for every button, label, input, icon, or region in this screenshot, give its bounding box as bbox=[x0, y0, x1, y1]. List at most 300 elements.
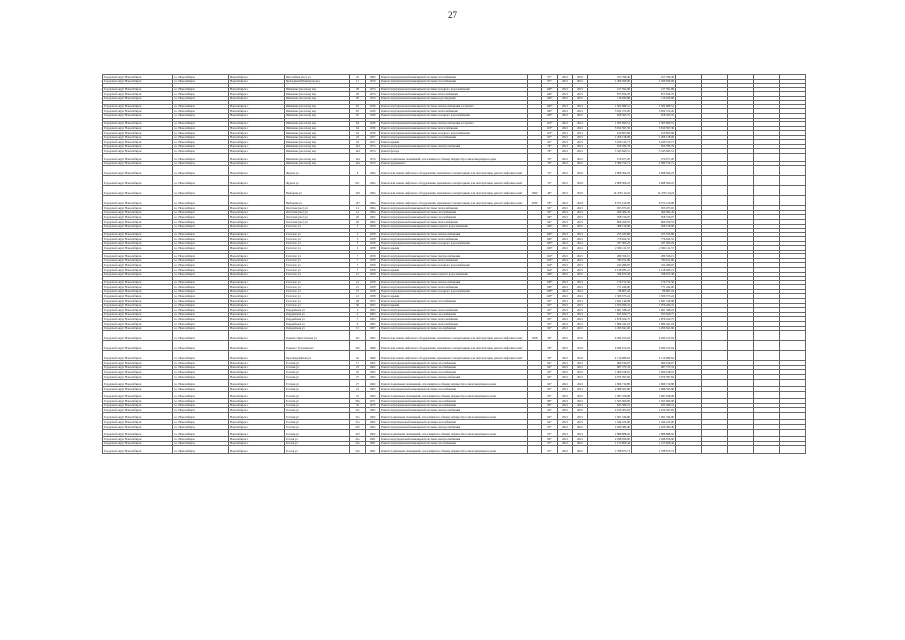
cell-street: Шевченко (поселок) пер bbox=[285, 131, 350, 136]
cell-cost-total: 953 975,65 bbox=[632, 206, 676, 211]
cell-cost-total: 1 861 348,24 bbox=[632, 308, 676, 313]
cell-municipality: Городской округ Новосибирск bbox=[103, 429, 173, 437]
cell-street: Гастелло ул bbox=[285, 280, 350, 285]
cell-cost: 1 369 560,06 bbox=[588, 79, 632, 84]
cell-year-start: 2021 bbox=[558, 412, 573, 420]
cell-cost: 1 302 689,51 bbox=[588, 104, 632, 109]
cell-year: 1974 bbox=[366, 149, 380, 154]
cell-cost: 658 565,55 bbox=[588, 113, 632, 118]
cell-year-start: 2021 bbox=[558, 232, 573, 237]
cell-blank-c bbox=[728, 391, 754, 399]
cell-year: 1964 bbox=[366, 206, 380, 211]
cell-house: 31а bbox=[350, 408, 366, 413]
cell-cost: 192 286,87 bbox=[588, 263, 632, 268]
cell-cost: 1 009 228,10 bbox=[588, 370, 632, 375]
cell-cost: 650 785,79 bbox=[588, 144, 632, 149]
cell-work-type: Ремонт внутридомовой инженерной системы холодного водоснабжения bbox=[380, 113, 528, 118]
cell-year-end: 2021 bbox=[573, 370, 588, 375]
cell-street: Шоссейная (пос) ул bbox=[285, 75, 350, 80]
cell-year-end: 2021 bbox=[573, 294, 588, 299]
cell-settlement: Новосибирск г bbox=[229, 294, 285, 299]
cell-year: 1970 bbox=[366, 79, 380, 84]
cell-year: 1962 bbox=[366, 215, 380, 220]
cell-street: Гастелло ул bbox=[285, 272, 350, 277]
cell-district: г.о. Новосибирск bbox=[173, 429, 229, 437]
cell-work-type: Ремонт внутридомовой инженерной системы холодного водоснабжения bbox=[380, 87, 528, 92]
cell-cost: 469 382,45 bbox=[588, 210, 632, 215]
cell-blank-b bbox=[702, 176, 728, 186]
cell-cost-total: 987 573,33 bbox=[632, 365, 676, 370]
cell-street: Шевченко (поселок) пер bbox=[285, 109, 350, 114]
cell-settlement: Новосибирск г bbox=[229, 96, 285, 101]
cell-work-type: Ремонт внутридомовой инженерной системы газоснабжения bbox=[380, 210, 528, 215]
cell-wear: 93* bbox=[542, 391, 558, 399]
cell-wear: 106* bbox=[542, 87, 558, 92]
cell-blank-a bbox=[676, 412, 702, 420]
cell-year-end: 2021 bbox=[573, 399, 588, 404]
cell-year-start: 2021 bbox=[558, 331, 573, 341]
cell-wear: 94* bbox=[542, 206, 558, 211]
cell-blank-c bbox=[728, 341, 754, 351]
cell-cost: 2 948 956,90 bbox=[588, 437, 632, 442]
cell-year-start: 2021 bbox=[558, 75, 573, 80]
cell-house: 27 bbox=[350, 374, 366, 379]
cell-district: г.о. Новосибирск bbox=[173, 412, 229, 420]
cell-work-type: Ремонт внутридомовой инженерной системы электроснабжения и горячего bbox=[380, 121, 528, 126]
cell-extra bbox=[528, 176, 542, 186]
cell-year-end: 2023 bbox=[573, 186, 588, 196]
cell-municipality: Городской округ Новосибирск bbox=[103, 154, 173, 162]
cell-blank-d bbox=[754, 341, 780, 351]
cell-district: г.о. Новосибирск bbox=[173, 361, 229, 366]
cell-settlement: Новосибирск г bbox=[229, 399, 285, 404]
cell-district: г.о. Новосибирск bbox=[173, 232, 229, 237]
cell-street: Готская ул bbox=[285, 403, 350, 408]
cell-year: 1994 bbox=[366, 176, 380, 186]
cell-municipality: Городской округ Новосибирск bbox=[103, 317, 173, 322]
cell-work-type: Ремонт внутридомовой инженерной системы теплоснабжения bbox=[380, 285, 528, 290]
table-row bbox=[103, 379, 806, 387]
cell-year: 1961 bbox=[366, 446, 380, 454]
cell-district: г.о. Новосибирск bbox=[173, 186, 229, 196]
cell-settlement: Новосибирск г bbox=[229, 215, 285, 220]
cell-blank-a bbox=[676, 429, 702, 437]
cell-year: 1958 bbox=[366, 285, 380, 290]
cell-settlement: Новосибирск г bbox=[229, 379, 285, 387]
cell-blank-e bbox=[780, 429, 806, 437]
cell-street: Гастелло ул bbox=[285, 299, 350, 304]
cell-street: Выборная ул bbox=[285, 186, 350, 196]
cell-settlement: Новосибирск г bbox=[229, 370, 285, 375]
cell-wear: 96* bbox=[542, 219, 558, 224]
cell-settlement: Новосибирск г bbox=[229, 176, 285, 186]
cell-year-end: 2021 bbox=[573, 161, 588, 166]
cell-street: Гастелло ул bbox=[285, 237, 350, 242]
cell-cost-total: 2 939 389,40 bbox=[632, 425, 676, 430]
cell-street: Охотская (пос) ул bbox=[285, 215, 350, 220]
cell-district: г.о. Новосибирск bbox=[173, 326, 229, 331]
cell-year: 1955 bbox=[366, 303, 380, 308]
cell-year: 1958 bbox=[366, 232, 380, 237]
cell-year-start: 2021 bbox=[558, 109, 573, 114]
cell-district: г.о. Новосибирск bbox=[173, 104, 229, 109]
cell-settlement: Новосибирск г bbox=[229, 425, 285, 430]
cell-year-start: 2021 bbox=[558, 387, 573, 392]
cell-district: г.о. Новосибирск bbox=[173, 219, 229, 224]
cell-settlement: Новосибирск г bbox=[229, 241, 285, 246]
cell-cost-total: 1 213 900,44 bbox=[632, 441, 676, 446]
cell-wear: 95* bbox=[542, 429, 558, 437]
cell-district: г.о. Новосибирск bbox=[173, 210, 229, 215]
cell-district: г.о. Новосибирск bbox=[173, 121, 229, 126]
cell-settlement: Новосибирск г bbox=[229, 154, 285, 162]
cell-cost-total: 255 183,86 bbox=[632, 232, 676, 237]
cell-house: 9 bbox=[350, 322, 366, 327]
cell-work-type: Ремонт внутридомовой инженерной системы холодного водоснабжения bbox=[380, 263, 528, 268]
cell-cost-total: 1 206 158,09 bbox=[632, 135, 676, 140]
cell-wear: 106* bbox=[542, 224, 558, 229]
cell-blank-b bbox=[702, 429, 728, 437]
cell-blank-c bbox=[728, 331, 754, 341]
cell-wear: 94* bbox=[542, 379, 558, 387]
cell-cost: 2 939 389,40 bbox=[588, 425, 632, 430]
cell-cost-total: 869 459,55 bbox=[632, 219, 676, 224]
cell-street: Готская ул bbox=[285, 379, 350, 387]
cell-street: Гвардейская ул bbox=[285, 322, 350, 327]
cell-house: 41а bbox=[350, 437, 366, 442]
cell-cost: 1 991 334,80 bbox=[588, 412, 632, 420]
cell-year-end: 2021 bbox=[573, 408, 588, 413]
cell-house: 31а bbox=[350, 412, 366, 420]
table-row bbox=[103, 341, 806, 351]
cell-blank-a bbox=[676, 341, 702, 351]
cell-blank-b bbox=[702, 196, 728, 206]
cell-year-start: 2021 bbox=[558, 370, 573, 375]
cell-street: Гоголя ул bbox=[285, 446, 350, 454]
cell-work-type: Ремонт внутридомовой инженерной системы газоснабжения bbox=[380, 135, 528, 140]
cell-wear: 94* bbox=[542, 365, 558, 370]
cell-settlement: Новосибирск г bbox=[229, 246, 285, 251]
cell-year-start: 2021 bbox=[558, 176, 573, 186]
cell-house: 28 bbox=[350, 87, 366, 92]
cell-year: 1962 bbox=[366, 408, 380, 413]
cell-blank-a bbox=[676, 196, 702, 206]
cell-municipality: Городской округ Новосибирск bbox=[103, 263, 173, 268]
cell-cost: 953 975,65 bbox=[588, 206, 632, 211]
cell-wear: 106* bbox=[542, 237, 558, 242]
cell-work-type: Ремонт внутридомовой инженерной системы газоснабжения bbox=[380, 75, 528, 80]
table-row bbox=[103, 176, 806, 186]
cell-blank-c bbox=[728, 186, 754, 196]
cell-house: 21 bbox=[350, 289, 366, 294]
cell-street: Гастелло ул bbox=[285, 268, 350, 273]
cell-extra bbox=[528, 412, 542, 420]
cell-municipality: Городской округ Новосибирск bbox=[103, 387, 173, 392]
cell-wear: 104* bbox=[542, 268, 558, 273]
cell-year: 1974 bbox=[366, 87, 380, 92]
cell-house: 129 bbox=[350, 186, 366, 196]
table-row bbox=[103, 166, 806, 176]
cell-year: 1962 bbox=[366, 412, 380, 420]
cell-year-end: 2021 bbox=[573, 258, 588, 263]
cell-district: г.о. Новосибирск bbox=[173, 308, 229, 313]
cell-cost: 1 563 060,00 bbox=[588, 399, 632, 404]
cell-cost-total: 2 919 305,83 bbox=[632, 408, 676, 413]
cell-district: г.о. Новосибирск bbox=[173, 280, 229, 285]
cell-municipality: Городской округ Новосибирск bbox=[103, 379, 173, 387]
cell-blank-b bbox=[702, 446, 728, 454]
cell-blank-a bbox=[676, 331, 702, 341]
cell-year-start: 2021 bbox=[558, 361, 573, 366]
cell-settlement: Новосибирск г bbox=[229, 135, 285, 140]
cell-house: 65 bbox=[350, 113, 366, 118]
cell-settlement: Новосибирск г bbox=[229, 263, 285, 268]
cell-street: Готская ул bbox=[285, 425, 350, 430]
cell-district: г.о. Новосибирск bbox=[173, 374, 229, 379]
cell-year: 1936 bbox=[366, 121, 380, 126]
cell-work-type: Ремонт внутридомовой инженерной системы газоснабжения bbox=[380, 215, 528, 220]
cell-cost-total: 6 284 013,04 bbox=[632, 341, 676, 351]
cell-district: г.о. Новосибирск bbox=[173, 109, 229, 114]
cell-blank-e bbox=[780, 176, 806, 186]
cell-extra bbox=[528, 429, 542, 437]
cell-district: г.о. Новосибирск bbox=[173, 224, 229, 229]
cell-cost: 1 344 225,00 bbox=[588, 420, 632, 425]
cell-year-end: 2021 bbox=[573, 317, 588, 322]
cell-year: 1970 bbox=[366, 403, 380, 408]
cell-wear: 108* bbox=[542, 289, 558, 294]
cell-year-end: 2021 bbox=[573, 206, 588, 211]
cell-district: г.о. Новосибирск bbox=[173, 254, 229, 259]
cell-year-start: 2021 bbox=[558, 96, 573, 101]
cell-street: Готская ул bbox=[285, 387, 350, 392]
cell-year-end: 2021 bbox=[573, 361, 588, 366]
cell-wear: 104* bbox=[542, 254, 558, 259]
cell-year: 1958 bbox=[366, 246, 380, 251]
cell-year-start: 2021 bbox=[558, 166, 573, 176]
cell-year-end: 2023 bbox=[573, 176, 588, 186]
cell-year: 1963 bbox=[366, 312, 380, 317]
cell-street: Шевченко (поселок) пер bbox=[285, 161, 350, 166]
cell-cost-total: 14 478 110,24 bbox=[632, 186, 676, 196]
cell-settlement: Новосибирск г bbox=[229, 232, 285, 237]
cell-wear: 94* bbox=[542, 326, 558, 331]
cell-settlement: Новосибирск г bbox=[229, 121, 285, 126]
cell-municipality: Городской округ Новосибирск bbox=[103, 224, 173, 229]
cell-year: 1936 bbox=[366, 126, 380, 131]
cell-settlement: Новосибирск г bbox=[229, 254, 285, 259]
cell-year-end: 2021 bbox=[573, 241, 588, 246]
cell-wear: 95* bbox=[542, 317, 558, 322]
cell-municipality: Городской округ Новосибирск bbox=[103, 104, 173, 109]
cell-year-start: 2021 bbox=[558, 144, 573, 149]
cell-house: 14 bbox=[350, 210, 366, 215]
cell-house: 5 bbox=[350, 308, 366, 313]
cell-street: Шевченко (поселок) пер bbox=[285, 92, 350, 97]
cell-settlement: Новосибирск г bbox=[229, 109, 285, 114]
cell-year-end: 2021 bbox=[573, 285, 588, 290]
cell-cost-total: 776 622,52 bbox=[632, 237, 676, 242]
cell-municipality: Городской округ Новосибирск bbox=[103, 285, 173, 290]
cell-district: г.о. Новосибирск bbox=[173, 387, 229, 392]
cell-settlement: Новосибирск г bbox=[229, 268, 285, 273]
cell-street: Охотская (пос) ул bbox=[285, 210, 350, 215]
cell-street: Готская ул bbox=[285, 429, 350, 437]
cell-municipality: Городской округ Новосибирск bbox=[103, 408, 173, 413]
cell-year-end: 2021 bbox=[573, 149, 588, 154]
cell-blank-e bbox=[780, 196, 806, 206]
cell-work-type: Ремонт внутридомовой инженерной системы электроснабжения bbox=[380, 437, 528, 442]
cell-cost-total: 1 888 888,92 bbox=[632, 429, 676, 437]
cell-year-end: 2021 bbox=[573, 126, 588, 131]
cell-year-end: 2021 bbox=[573, 113, 588, 118]
cell-cost-total: 1 991 334,80 bbox=[632, 412, 676, 420]
cell-year-end: 2021 bbox=[573, 387, 588, 392]
cell-blank-d bbox=[754, 446, 780, 454]
cell-year: 1958 bbox=[366, 289, 380, 294]
cell-cost: 1 896 710,80 bbox=[588, 379, 632, 387]
cell-house: 33в bbox=[350, 399, 366, 404]
cell-blank-e bbox=[780, 391, 806, 399]
cell-house: 17 bbox=[350, 361, 366, 366]
cell-extra bbox=[528, 166, 542, 176]
cell-municipality: Городской округ Новосибирск bbox=[103, 331, 173, 341]
cell-work-type: Ремонт внутридомовой инженерной системы холодного водоснабжения bbox=[380, 131, 528, 136]
cell-house: 11 bbox=[350, 79, 366, 84]
cell-settlement: Новосибирск г bbox=[229, 126, 285, 131]
cell-municipality: Городской округ Новосибирск bbox=[103, 87, 173, 92]
cell-year: 1962 bbox=[366, 420, 380, 425]
cell-district: г.о. Новосибирск bbox=[173, 312, 229, 317]
cell-work-type: Ремонт или замена лифтового оборудования, признанного непригодным для эксплуатации, ремонт лифтовых шахт bbox=[380, 186, 528, 196]
cell-cost: 368 159,06 bbox=[588, 224, 632, 229]
cell-blank-d bbox=[754, 429, 780, 437]
cell-street: Гастелло ул bbox=[285, 289, 350, 294]
cell-year-start: 2021 bbox=[558, 268, 573, 273]
cell-wear: 103* bbox=[542, 126, 558, 131]
cell-municipality: Городской округ Новосибирск bbox=[103, 299, 173, 304]
cell-district: г.о. Новосибирск bbox=[173, 135, 229, 140]
cell-work-type: Ремонт подвальных помещений, относящихся к общему имуществу в многоквартирном доме bbox=[380, 429, 528, 437]
cell-settlement: Новосибирск г bbox=[229, 161, 285, 166]
cell-blank-d bbox=[754, 379, 780, 387]
cell-street: Шевченко (поселок) пер bbox=[285, 135, 350, 140]
cell-blank-b bbox=[702, 341, 728, 351]
cell-year: 1958 bbox=[366, 258, 380, 263]
cell-municipality: Городской округ Новосибирск bbox=[103, 326, 173, 331]
cell-wear: 93* bbox=[542, 387, 558, 392]
cell-settlement: Новосибирск г bbox=[229, 196, 285, 206]
cell-year-start: 2021 bbox=[558, 161, 573, 166]
cell-street: Шевченко (поселок) пер bbox=[285, 121, 350, 126]
cell-street: Охотская (пос) ул bbox=[285, 206, 350, 211]
cell-district: г.о. Новосибирск bbox=[173, 391, 229, 399]
cell-cost-total: 1 306 575,24 bbox=[632, 294, 676, 299]
cell-blank-c bbox=[728, 412, 754, 420]
cell-extra bbox=[528, 341, 542, 351]
cell-street: Шевченко (поселок) пер bbox=[285, 126, 350, 131]
cell-year: 1962 bbox=[366, 379, 380, 387]
cell-house: 45а bbox=[350, 441, 366, 446]
cell-settlement: Новосибирск г bbox=[229, 210, 285, 215]
cell-district: г.о. Новосибирск bbox=[173, 317, 229, 322]
cell-cost: 1 861 348,24 bbox=[588, 308, 632, 313]
cell-year: 1974 bbox=[366, 161, 380, 166]
cell-year-end: 2021 bbox=[573, 92, 588, 97]
cell-cost-total: 276 677,20 bbox=[632, 154, 676, 162]
cell-year: 1974 bbox=[366, 154, 380, 162]
cell-municipality: Городской округ Новосибирск bbox=[103, 241, 173, 246]
cell-work-type: Ремонт внутридомовой инженерной системы теплоснабжения bbox=[380, 92, 528, 97]
cell-municipality: Городской округ Новосибирск bbox=[103, 232, 173, 237]
cell-year-start: 2021 bbox=[558, 87, 573, 92]
cell-cost-total: 4 716 089,64 bbox=[632, 351, 676, 361]
cell-cost-total: 650 785,79 bbox=[632, 144, 676, 149]
cell-wear: 76* bbox=[542, 149, 558, 154]
cell-district: г.о. Новосибирск bbox=[173, 441, 229, 446]
cell-blank-e bbox=[780, 351, 806, 361]
cell-year-end: 2021 bbox=[573, 96, 588, 101]
cell-district: г.о. Новосибирск bbox=[173, 370, 229, 375]
cell-house: 30 bbox=[350, 303, 366, 308]
cell-blank-b bbox=[702, 154, 728, 162]
cell-settlement: Новосибирск г bbox=[229, 420, 285, 425]
cell-settlement: Новосибирск г bbox=[229, 219, 285, 224]
cell-district: г.о. Новосибирск bbox=[173, 126, 229, 131]
cell-year-end: 2021 bbox=[573, 140, 588, 145]
table-row bbox=[103, 351, 806, 361]
cell-cost-total: 2 868 306,23 bbox=[632, 166, 676, 176]
cell-municipality: Городской округ Новосибирск bbox=[103, 186, 173, 196]
cell-year-end: 2021 bbox=[573, 154, 588, 162]
cell-cost: 116 043,68 bbox=[588, 96, 632, 101]
table-row bbox=[103, 429, 806, 437]
cell-house: 27 bbox=[350, 379, 366, 387]
cell-cost-total: 1 305 693,51 bbox=[632, 121, 676, 126]
cell-street: Шевченко (поселок) пер bbox=[285, 149, 350, 154]
cell-blank-d bbox=[754, 154, 780, 162]
cell-settlement: Новосибирск г bbox=[229, 412, 285, 420]
cell-year-end: 2021 bbox=[573, 87, 588, 92]
cell-wear: 58* bbox=[542, 351, 558, 361]
cell-municipality: Городской округ Новосибирск bbox=[103, 391, 173, 399]
cell-cost-total: 3 436 513,71 bbox=[632, 140, 676, 145]
cell-work-type: Ремонт внутридомовой инженерной системы электроснабжения bbox=[380, 408, 528, 413]
cell-municipality: Городской округ Новосибирск bbox=[103, 361, 173, 366]
cell-cost: 835 580,53 bbox=[588, 403, 632, 408]
cell-cost: 776 622,52 bbox=[588, 237, 632, 242]
cell-blank-e bbox=[780, 341, 806, 351]
cell-year: 1963 bbox=[366, 317, 380, 322]
cell-year-start: 2021 bbox=[558, 206, 573, 211]
cell-street: Гастелло ул bbox=[285, 258, 350, 263]
cell-cost: 6 284 013,04 bbox=[588, 331, 632, 341]
cell-house: 64 bbox=[350, 126, 366, 131]
cell-wear: 95* bbox=[542, 135, 558, 140]
cell-house: 7 bbox=[350, 268, 366, 273]
cell-house: 64 bbox=[350, 131, 366, 136]
cell-municipality: Городской округ Новосибирск bbox=[103, 144, 173, 149]
cell-house: 23 bbox=[350, 365, 366, 370]
cell-municipality: Городской округ Новосибирск bbox=[103, 210, 173, 215]
cell-wear: 74* bbox=[542, 176, 558, 186]
cell-cost-total: 1 976 260,41 bbox=[632, 303, 676, 308]
cell-year-start: 2021 bbox=[558, 219, 573, 224]
cell-year: 1963 bbox=[366, 308, 380, 313]
cell-house: 611 bbox=[350, 176, 366, 186]
cell-settlement: Новосибирск г bbox=[229, 446, 285, 454]
cell-extra: 1990 bbox=[528, 186, 542, 196]
